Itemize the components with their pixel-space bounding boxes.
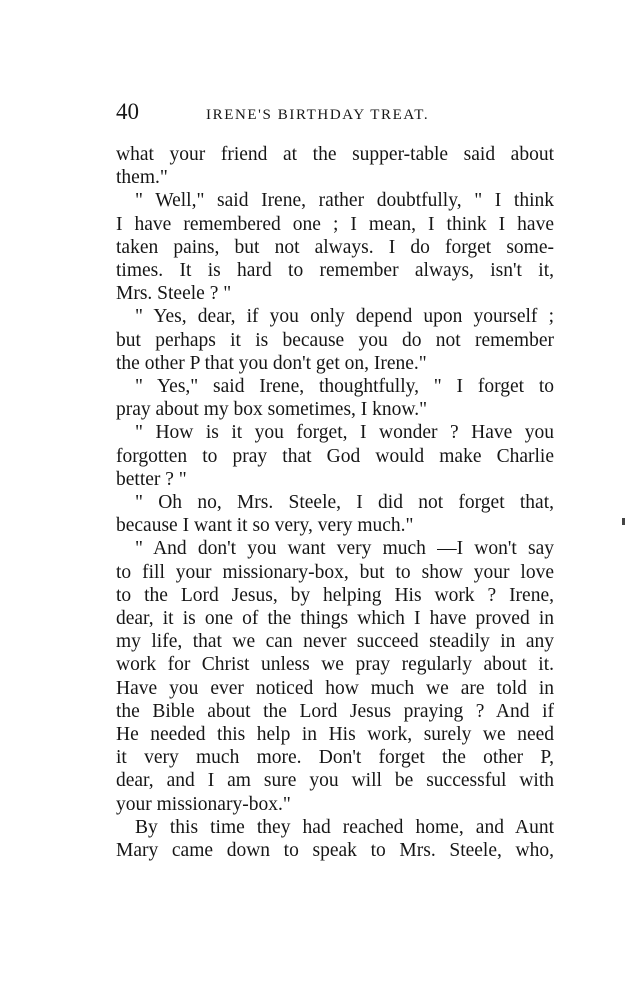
page-header [116,96,556,128]
text-line: " How is it you forget, I wonder ? Have you [135,422,554,444]
text-line: " Oh no, Mrs. Steele, I did not forget that, [135,492,554,514]
body-text [116,143,554,862]
paragraph [116,491,554,537]
text-line: dear, and I am sure you will be successful with [116,770,554,792]
text-line: taken pains, but not always. I do forget some- [116,236,554,258]
text-line: pray about my box sometimes, I know." [116,399,428,421]
text-line: my life, that we can never succeed steadily in any [116,631,554,653]
text-line: " And don't you want very much —I won't say [135,538,554,560]
text-line: Have you ever noticed how much we are told in [116,677,554,699]
text-line: because I want it so very, very much." [116,515,414,537]
text-line: Mrs. Steele ? " [116,283,232,305]
paragraph [116,375,554,421]
paragraph [116,305,554,375]
text-line: I have remembered one ; I mean, I think I have [116,213,554,235]
paragraph [116,421,554,491]
text-line: By this time they had reached home, and Aunt [135,816,554,838]
paragraph [116,143,554,189]
text-line: them." [116,167,168,189]
text-line: better ? " [116,468,187,490]
text-line: to fill your missionary-box, but to show your love [116,561,554,583]
text-line: Mary came down to speak to Mrs. Steele, who, [116,840,554,862]
paragraph [116,537,554,815]
text-line: " Yes," said Irene, thoughtfully, " I forget to [135,376,554,398]
text-line: times. It is hard to remember always, isn't it, [116,260,554,282]
text-line: the Bible about the Lord Jesus praying ? And if [116,700,554,722]
text-line: the other P that you don't get on, Irene." [116,352,427,374]
text-line: what your friend at the supper-table said about [116,144,554,165]
text-line: it very much more. Don't forget the other P, [116,747,554,769]
text-line: " Well," said Irene, rather doubtfully, " I think [135,190,554,212]
text-line: forgotten to pray that God would make Charlie [116,445,554,467]
scan-speck [622,518,625,525]
running-title: IRENE'S BIRTHDAY TREAT. [206,107,430,123]
text-line: but perhaps it is because you do not remember [116,329,554,351]
text-line: He needed this help in His work, surely we need [116,724,554,746]
text-line: work for Christ unless we pray regularly about it. [116,654,554,676]
text-line: dear, it is one of the things which I have proved in [116,608,554,630]
text-line: " Yes, dear, if you only depend upon yourself ; [135,306,554,328]
paragraph [116,816,554,862]
text-line: to the Lord Jesus, by helping His work ? Irene, [116,584,554,606]
paragraph [116,189,554,305]
text-line: your missionary-box." [116,793,291,815]
page-number: 40 [116,99,139,124]
